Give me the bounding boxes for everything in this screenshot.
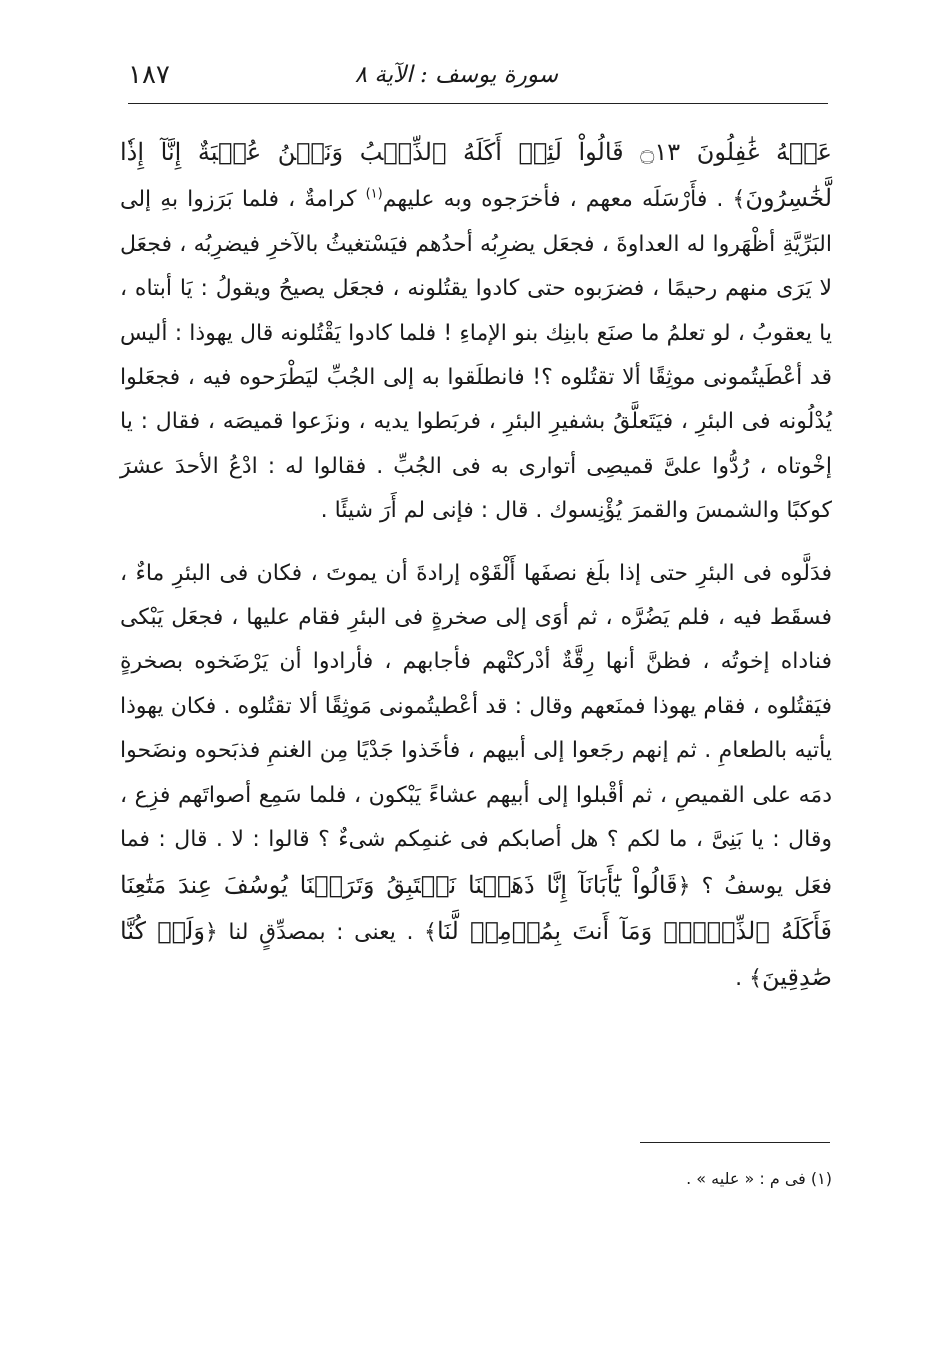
body-text-segment: ﴾ . فأَرْسَلَه معهم ، فأخرَجوه وبه عليهم bbox=[382, 187, 746, 213]
paragraph-2 bbox=[120, 552, 832, 1002]
header-title: سورة يوسف : الآية ٨ bbox=[354, 62, 558, 88]
quran-verse: قَالُواْ يَٰٓأَبَانَآ إِنَّا ذَهَبۡنَا نَسۡتَبِقُ وَتَرَكۡنَا يُوسُفَ عِندَ مَتَٰعِنَا فَأَكَلَهُ ٱلذِّئۡبُۖ وَمَآ أَنتَ بِمُؤۡمِنٖ لَّنَا bbox=[120, 870, 832, 945]
footnote: (١) فى م : « عليه » . bbox=[686, 1169, 832, 1188]
quran-verse: وَلَوۡ كُنَّا صَٰدِقِينَ bbox=[120, 916, 832, 992]
paragraph-1 bbox=[120, 130, 832, 534]
page-number: ١٨٧ bbox=[128, 60, 170, 90]
footnote-rule bbox=[640, 1142, 830, 1143]
body-text-segment: ﴾ . bbox=[735, 966, 763, 992]
main-text bbox=[120, 130, 832, 1002]
quran-verse: عَنۡهُ غَٰفِلُونَ ۝١٣ قَالُواْ لَئِنۡ أَكَلَهُ ٱلذِّئۡبُ وَنَحۡنُ عُصۡبَةٌ إِنَّآ إِذٗا لَّخَٰسِرُونَ bbox=[120, 138, 833, 213]
body-text-segment: كرامةٌ ، فلما بَرَزوا بهِ إلى البَرِّيَّةِ أظْهَروا له العداوةَ ، فجعَل يضرِبُه أحدُهم فيَسْتغيثُ بالآخرِ فيضرِبُه ، فجعَل لا يَرَى منهم رحيمًا ، فضرَبوه حتى كادوا يقتُلونه ، فجعَل يصيحُ ويقولُ : يَا أبتاه ، يا يعقوبُ ، لو تعلمُ ما صنَع بابنِك بنو الإماءِ ! فلما كادوا يَقْتُلونه قال يهوذا : أليس قد أعْطَيتُمونى موثِقًا ألا تقتُلوه ؟! فانطلَقوا به إلى الجُبِّ ليَطْرَحوه فيه ، فجعَلوا يُدْلُونه فى البئرِ ، فيَتَعلَّقُ بشفيرِ البئرِ ، فربَطوا يديه ، ونزَعوا قميصَه ، فقال : يا إخْوتاه ، رُدُّوا علىَّ قميصِى أتوارى به فى الجُبِّ . فقالوا له : ادْعُ الأحدَ عشرَ كوكبًا والشمسَ والقمرَ يُؤْنِسوك . قال : فإنى لم أَرَ شيئًا . bbox=[120, 187, 832, 524]
header-rule bbox=[128, 103, 828, 104]
body-text-segment: فدَلَّوه فى البئرِ حتى إذا بلَغ نصفَها أَلْقَوْه إرادةَ أن يموتَ ، فكان فى البئرِ ماءٌ ، فسقَط فيه ، فلم يَضُرَّه ، ثم أوَى إلى صخرةٍ فى البئرِ فقام عليها ، فجعَل يَبْكى فناداه إخوتُه ، فظنَّ أنها رِقَّةٌ أدْركتْهم فأجابهم ، فأرادوا أن يَرْضَخوه بصخرةٍ فيَقتُلوه ، فقام يهوذا فمنَعهم وقال : قد أعْطيتُمونى مَوثِقًا ألا تقتُلوه . فكان يهوذا يأتيه بالطعامِ . ثم إنهم رجَعوا إلى أبيهم ، فأخَذوا جَدْيًا مِن الغنمِ فذبَحوه ونضَحوا دمَه على القميصِ ، ثم أقْبلوا إلى أبيهم عشاءً يَبْكون ، فلما سَمِع أصواتَهم فزِع ، وقال : يا بَنِىَّ ، ما لكم ؟ هل أصابكم فى غنمِكم شىءٌ ؟ قالوا : لا . قال : فما فعَل يوسفُ ؟ ﴿ bbox=[120, 560, 833, 899]
running-header bbox=[128, 58, 828, 98]
footnote-marker[interactable]: (١) bbox=[365, 187, 383, 203]
body-text-segment: ﴾ . يعنى : بمصدِّقٍ لنا ﴿ bbox=[204, 919, 437, 945]
